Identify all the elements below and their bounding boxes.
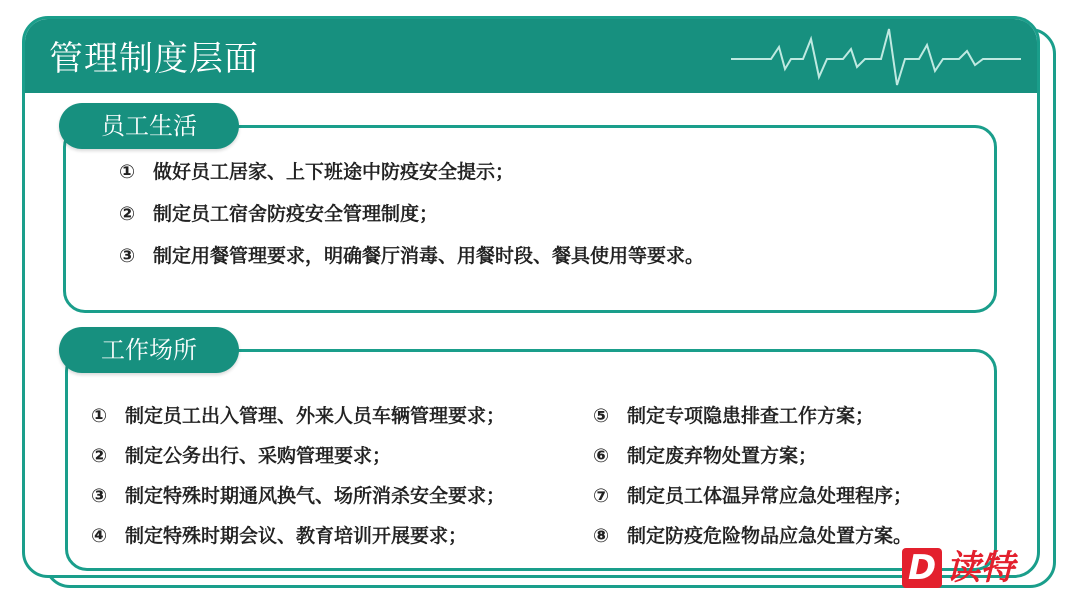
list-item: ③ 制定特殊时期通风换气、场所消杀安全要求； — [91, 485, 506, 507]
page-title: 管理制度层面 — [49, 39, 259, 79]
list-item: ① 制定员工出入管理、外来人员车辆管理要求； — [91, 405, 506, 427]
list-item: ⑤ 制定专项隐患排查工作方案； — [593, 405, 875, 427]
main-card — [22, 16, 1040, 578]
list-item: ⑧ 制定防疫危险物品应急处置方案。 — [593, 525, 913, 547]
list-item: ① 做好员工居家、上下班途中防疫安全提示； — [119, 161, 515, 183]
list-item: ⑥ 制定废弃物处置方案； — [593, 445, 818, 467]
header-bar — [25, 19, 1037, 93]
list-item: ② 制定员工宿舍防疫安全管理制度； — [119, 203, 439, 225]
watermark-logo: D 读特 — [902, 540, 1014, 589]
section-employee-life-label: 员工生活 — [59, 103, 239, 149]
list-item: ③ 制定用餐管理要求，明确餐厅消毒、用餐时段、餐具使用等要求。 — [119, 245, 705, 267]
list-item: ④ 制定特殊时期会议、教育培训开展要求； — [91, 525, 468, 547]
list-item: ② 制定公务出行、采购管理要求； — [91, 445, 392, 467]
section-workplace-label: 工作场所 — [59, 327, 239, 373]
list-item: ⑦ 制定员工体温异常应急处理程序； — [593, 485, 913, 507]
heartbeat-icon — [731, 19, 1021, 93]
